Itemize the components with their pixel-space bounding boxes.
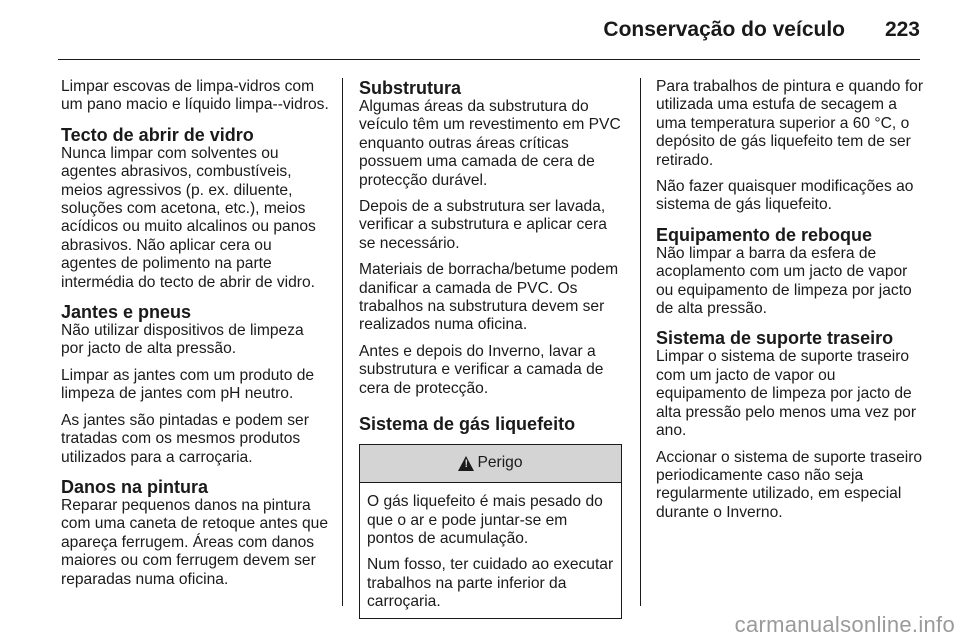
section-title-rear-carrier: Sistema de suporte traseiro xyxy=(656,328,894,349)
rear-carrier-paragraph-1: Limpar o sistema de suporte traseiro com um jacto de vapor ou equipamento de limpeza por jacto de alta pressão pelo menos uma vez por ano. xyxy=(656,348,917,440)
underbody-paragraph-4: Antes e depois do Inverno, lavar a substrutura e verificar a camada de cera de protecção. xyxy=(359,342,604,397)
section-title-paint-damage: Danos na pintura xyxy=(61,476,209,497)
column-1 xyxy=(61,78,329,597)
wheels-paragraph-2: Limpar as jantes com um produto de limpeza de jantes com pH neutro. xyxy=(61,366,315,403)
lpg-paragraph-2: Não fazer quaisquer modificações ao sistema de gás liquefeito. xyxy=(656,178,914,214)
column-divider-2 xyxy=(640,78,641,606)
wheels-paragraph-1: Não utilizar dispositivos de limpeza por jacto de alta pressão. xyxy=(61,322,304,358)
glass-roof-paragraph: Nunca limpar com solventes ou agentes abrasivos, combustíveis, meios agressivos (p. ex. diluente, soluções com acetona, etc.), meios acídicos ou muito alcalinos ou panos abrasivos. Não aplicar cera ou agentes de polimento na parte intermédia do tecto de abrir de vidro. xyxy=(61,144,316,291)
towing-paragraph: Não limpar a barra da esfera de acoplamento com um jacto de vapor ou equipamento de limpeza por jacto de alta pressão. xyxy=(656,244,912,318)
danger-paragraph-1: O gás liquefeito é mais pesado do que o ar e pode juntar-se em pontos de acumulação. xyxy=(367,493,603,547)
page-header xyxy=(0,0,960,62)
danger-box-body xyxy=(360,483,621,617)
column-2 xyxy=(359,78,625,619)
intro-paragraph: Limpar escovas de limpa-vidros com um pano macio e líquido limpa--vidros. xyxy=(61,78,329,114)
page-number: 223 xyxy=(884,18,920,41)
wheels-paragraph-3: As jantes são pintadas e podem ser tratadas com os mesmos produtos utilizados para a carroçaria. xyxy=(61,411,309,466)
column-3 xyxy=(656,78,926,530)
column-divider-1 xyxy=(342,78,343,606)
lpg-paragraph-1: Para trabalhos de pintura e quando for utilizada uma estufa de secagem a uma temperatura superior a 60 °C, o depósito de gás liquefeito tem de ser retirado. xyxy=(656,78,924,169)
underbody-paragraph-1: Algumas áreas da substrutura do veículo têm um revestimento em PVC enquanto outras áreas críticas possuem uma camada de cera de protecção durável. xyxy=(359,98,621,189)
danger-label: Perigo xyxy=(477,454,523,472)
page-title: Conservação do veículo xyxy=(603,18,845,41)
watermark: carmanualsonline.info xyxy=(734,612,955,637)
danger-box xyxy=(359,444,622,618)
danger-paragraph-2: Num fosso, ter cuidado ao executar trabalhos na parte inferior da carroçaria. xyxy=(367,556,614,611)
section-title-wheels-tyres: Jantes e pneus xyxy=(61,302,192,323)
header-rule xyxy=(58,59,920,60)
rear-carrier-paragraph-2: Accionar o sistema de suporte traseiro periodicamente caso não seja regularmente utilizado, em especial durante o Inverno. xyxy=(656,448,923,521)
section-title-lpg-system: Sistema de gás liquefeito xyxy=(359,414,576,435)
warning-triangle-icon xyxy=(458,456,474,471)
underbody-paragraph-3: Materiais de borracha/betume podem danificar a camada de PVC. Os trabalhos na substrutura devem ser realizados numa oficina. xyxy=(359,261,619,334)
paint-damage-paragraph: Reparar pequenos danos na pintura com uma caneta de retoque antes que apareça ferrugem. Áreas com danos maiores ou com ferrugem devem ser reparadas numa oficina. xyxy=(61,496,329,588)
section-title-underbody: Substrutura xyxy=(359,78,462,98)
underbody-paragraph-2: Depois de a substrutura ser lavada, verificar a substrutura e aplicar cera se necessário. xyxy=(359,198,607,252)
section-title-towing-equipment: Equipamento de reboque xyxy=(656,224,873,245)
section-title-glass-roof: Tecto de abrir de vidro xyxy=(61,124,254,145)
danger-box-header xyxy=(360,445,621,483)
